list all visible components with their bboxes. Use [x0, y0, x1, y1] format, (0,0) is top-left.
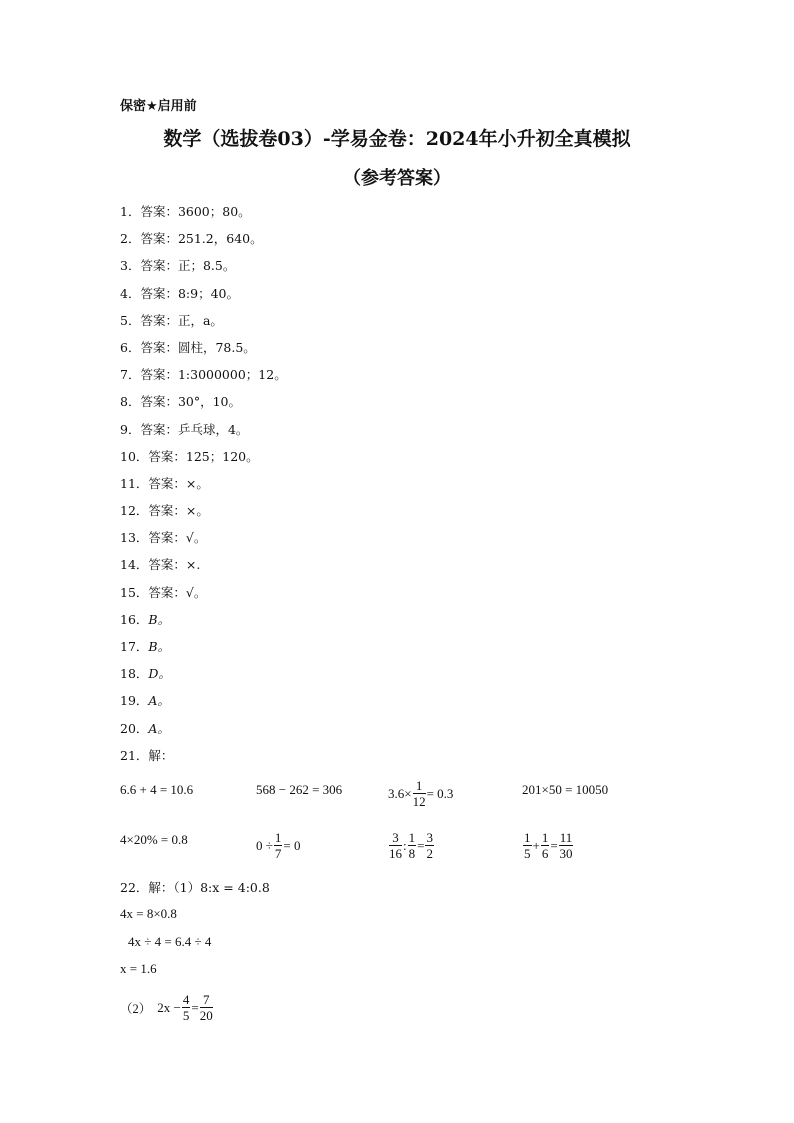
answer-line — [120, 311, 287, 338]
denominator: 12 — [412, 794, 426, 809]
answer-text: B。 — [148, 639, 171, 654]
answer-text: 答案：×。 — [148, 503, 209, 519]
q22-step-2: 4x ÷ 4 = 6.4 ÷ 4 — [128, 934, 212, 949]
fraction — [274, 830, 283, 861]
answer-number: 9． — [120, 421, 141, 437]
denominator: 7 — [274, 846, 282, 861]
answer-line — [120, 691, 287, 718]
answer-number: 15． — [120, 584, 149, 600]
answer-number: 10． — [120, 448, 149, 464]
answer-line — [120, 555, 287, 582]
q21-expr-3-post: = 0.3 — [426, 785, 454, 801]
numerator: 1 — [274, 830, 282, 845]
q22-part-2-pre: 2x − — [157, 999, 181, 1015]
answer-text: 答案：正；8.5。 — [140, 258, 236, 274]
numerator: 4 — [182, 992, 190, 1007]
answer-number: 13． — [120, 530, 149, 546]
answer-text: 答案：30°，10。 — [140, 394, 242, 410]
answer-number: 1． — [120, 204, 141, 219]
answer-line — [120, 746, 287, 773]
document-title: 数学（选拔卷03）-学易金卷：2024年小升初全真模拟 — [163, 128, 631, 150]
answer-number: 4． — [120, 285, 141, 301]
answer-number: 17． — [120, 639, 149, 654]
answer-text: 答案：圆柱，78.5。 — [140, 339, 256, 355]
fraction — [541, 830, 550, 861]
answer-line — [120, 229, 287, 256]
answer-number: 19． — [120, 693, 149, 709]
answer-text: 答案：1:3000000；12。 — [140, 367, 287, 383]
answer-number: 12． — [120, 503, 149, 519]
denominator: 30 — [559, 846, 573, 861]
answer-number: 3． — [120, 258, 141, 274]
answer-number: 5． — [120, 312, 141, 328]
answer-text: D。 — [148, 666, 171, 682]
numerator: 3 — [426, 830, 433, 845]
answer-text: 答案：8:9；40。 — [140, 285, 239, 301]
answer-number: 7． — [120, 367, 141, 383]
answer-text: A。 — [148, 720, 170, 736]
denominator: 8 — [408, 846, 416, 861]
fraction — [182, 992, 191, 1023]
equals: = — [417, 837, 425, 853]
answer-line — [120, 637, 287, 664]
denominator: 6 — [541, 846, 549, 861]
q21-expr-7 — [388, 830, 435, 861]
answer-line — [120, 583, 287, 610]
answer-line — [120, 202, 287, 229]
answer-line — [120, 420, 287, 447]
answer-text: 答案：正，a。 — [140, 312, 223, 328]
denominator: 5 — [524, 846, 531, 861]
answer-text: 答案：3600；80。 — [140, 204, 251, 219]
numerator: 1 — [408, 830, 416, 845]
answer-line — [120, 365, 287, 392]
answer-line — [120, 664, 287, 691]
answer-number: 11． — [120, 475, 149, 491]
answer-line — [120, 338, 287, 365]
answer-text: 答案：125；120。 — [148, 448, 259, 464]
answer-line — [120, 474, 287, 501]
q21-expr-3 — [388, 778, 453, 809]
q22-step-1: 4x = 8×0.8 — [120, 906, 177, 921]
answer-text: 答案：×. — [148, 557, 201, 573]
fraction — [389, 830, 402, 861]
q21-expr-2: 568 − 262 = 306 — [256, 782, 343, 797]
answer-line — [120, 256, 287, 283]
answer-number: 20． — [120, 720, 149, 736]
fraction — [425, 830, 434, 861]
numerator: 7 — [200, 992, 213, 1008]
answer-text: 答案：√。 — [148, 530, 207, 546]
answer-line — [120, 501, 287, 528]
denominator: 16 — [389, 846, 402, 861]
fraction — [408, 830, 417, 861]
document-subtitle: （参考答案） — [343, 168, 451, 189]
denominator: 20 — [199, 1008, 213, 1023]
answer-number: 2． — [120, 231, 141, 247]
answer-number: 6． — [120, 339, 141, 355]
answer-list — [120, 202, 287, 773]
q21-expr-8 — [522, 830, 574, 861]
answer-line — [120, 610, 287, 637]
answer-text: 答案：乒乓球，4。 — [140, 421, 249, 437]
answer-text: A。 — [148, 693, 170, 709]
answer-number: 14． — [120, 557, 149, 573]
q21-expr-6 — [256, 830, 300, 861]
answer-number: 8． — [120, 394, 141, 410]
q22-intro: 22．解：（1）8:x = 4:0.8 — [120, 880, 270, 895]
q22-step-3: x = 1.6 — [120, 961, 157, 976]
numerator: 1 — [413, 778, 426, 794]
q22-part-2-label: （2） — [120, 1001, 152, 1016]
fraction — [523, 830, 532, 861]
q22-part-2 — [120, 992, 214, 1023]
q21-expr-6-post: = 0 — [283, 837, 301, 853]
operator: + — [532, 837, 540, 853]
answer-line — [120, 528, 287, 555]
q21-expr-6-pre: 0 ÷ — [256, 837, 273, 853]
answer-number: 21． — [120, 747, 149, 763]
q21-expr-4: 201×50 = 10050 — [522, 782, 609, 797]
answer-text: 答案：√。 — [148, 584, 207, 600]
answer-number: 16． — [120, 611, 149, 627]
q21-expr-5: 4×20% = 0.8 — [120, 832, 188, 847]
numerator: 1 — [541, 830, 549, 845]
numerator: 3 — [389, 830, 402, 846]
answer-text: B。 — [148, 611, 171, 627]
answer-line — [120, 392, 287, 419]
fraction — [559, 830, 574, 861]
answer-text: 解： — [148, 747, 174, 763]
answer-text: 答案：×。 — [148, 475, 209, 491]
equals: = — [191, 999, 199, 1015]
answer-text: 答案：251.2，640。 — [140, 231, 263, 247]
operator: : — [403, 837, 407, 853]
numerator: 11 — [559, 830, 573, 845]
denominator: 5 — [182, 1008, 190, 1023]
denominator: 2 — [426, 846, 433, 861]
q21-expr-3-pre: 3.6× — [388, 785, 412, 801]
fraction — [413, 778, 426, 809]
answer-line — [120, 719, 287, 746]
q21-expr-1: 6.6 + 4 = 10.6 — [120, 782, 194, 797]
answer-number: 18． — [120, 666, 149, 682]
answer-line — [120, 447, 287, 474]
equals: = — [550, 837, 558, 853]
numerator: 1 — [524, 830, 531, 845]
fraction — [200, 992, 213, 1023]
answer-line — [120, 284, 287, 311]
confidential-label: 保密★启用前 — [120, 99, 197, 114]
